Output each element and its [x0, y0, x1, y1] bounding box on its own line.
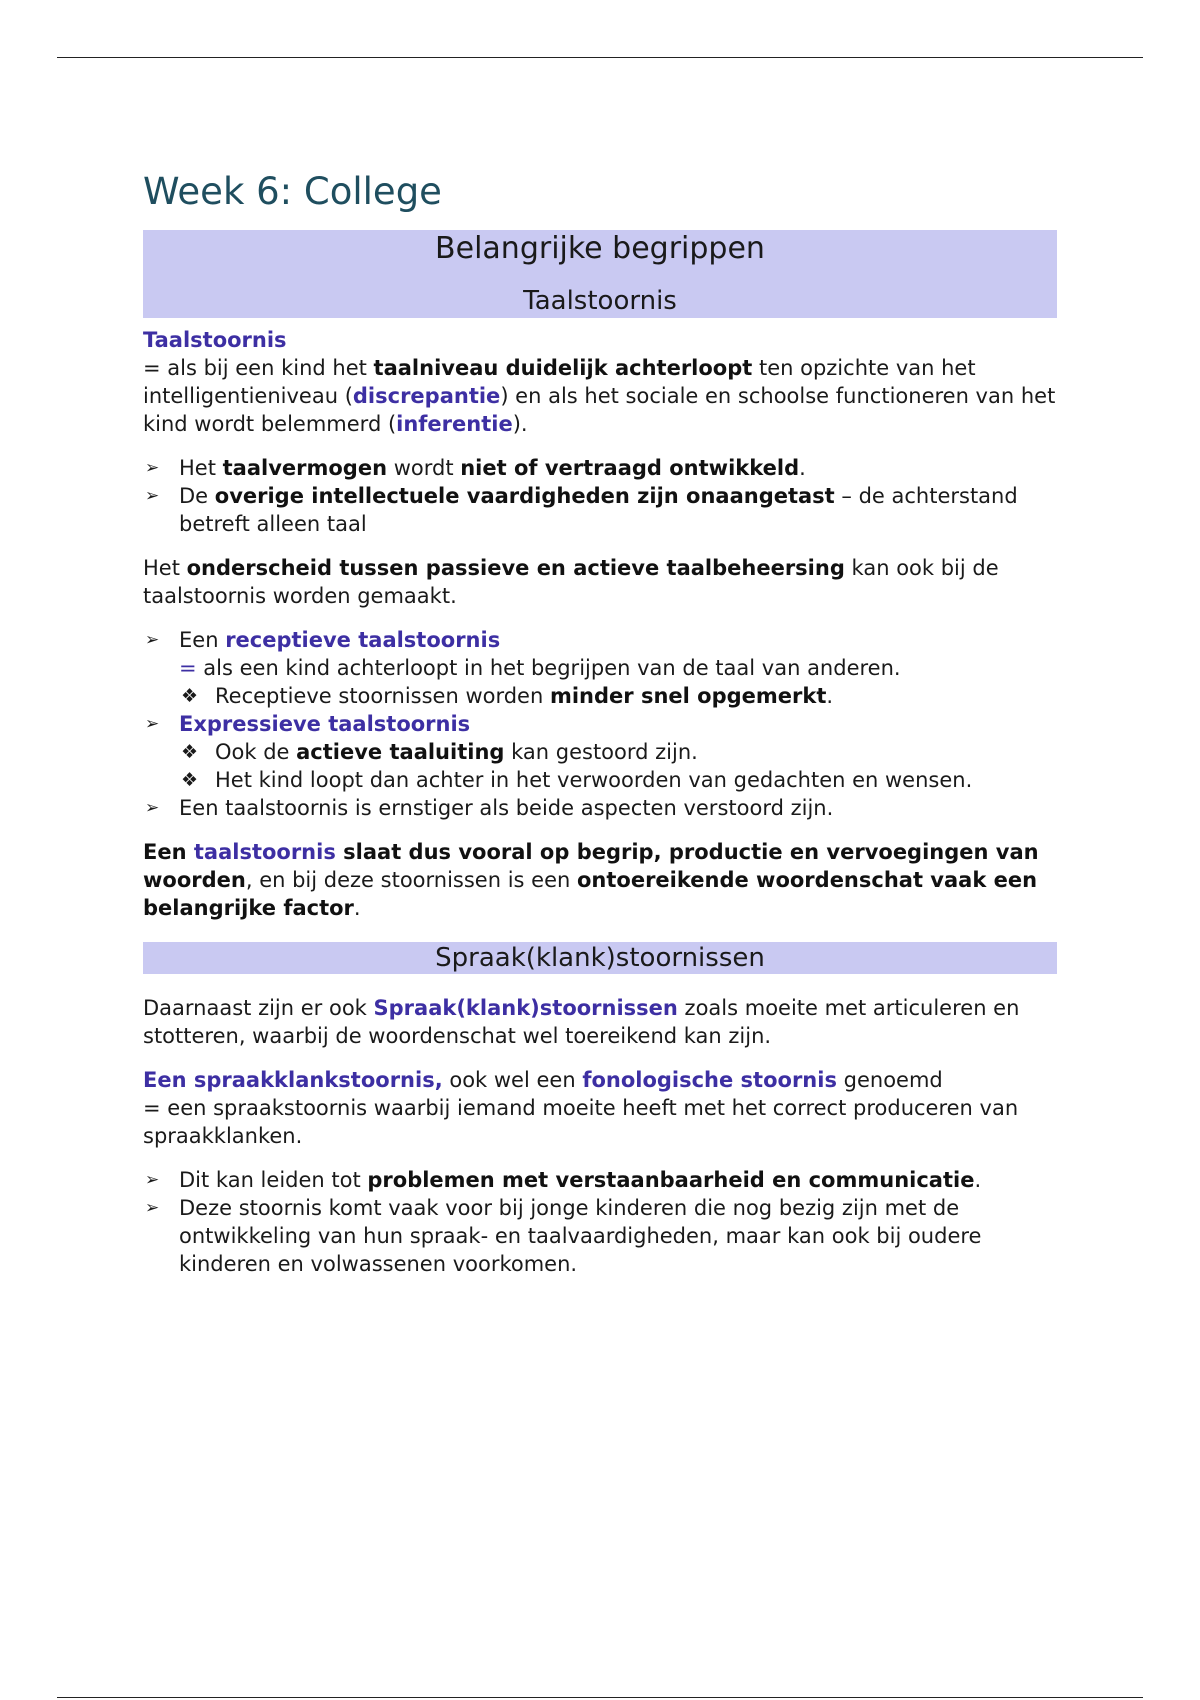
definition-line: = als een kind achterloopt in het begrijpen van de taal van anderen.: [179, 656, 901, 681]
sub-bullet-list: [179, 738, 1057, 794]
footer-rule: [57, 1697, 1143, 1698]
document-body: [143, 170, 1057, 1294]
header-rule: [57, 57, 1143, 58]
arrow-bullet-icon: ➢: [145, 714, 160, 735]
term-heading: Taalstoornis: [143, 328, 287, 353]
arrow-bullet-icon: ➢: [145, 1170, 160, 1191]
bullet-list-kenmerken: [143, 454, 1057, 538]
paragraph-spraakstoornissen: Daarnaast zijn er ook Spraak(klank)stoornissen zoals moeite met articuleren en stotteren, waarbij de woordenschat wel toereikend kan zijn.: [143, 996, 1020, 1049]
definition-spraakklankstoornis: Een spraakklankstoornis, ook wel een fonologische stoornis genoemd = een spraakstoornis waarbij iemand moeite heeft met het correct produceren van spraakklanken.: [143, 1068, 1019, 1149]
list-item: ➢ Dit kan leiden tot problemen met verstaanbaarheid en communicatie.: [145, 1168, 982, 1193]
list-item: ➢ Het taalvermogen wordt niet of vertraagd ontwikkeld.: [145, 456, 806, 481]
list-item: ➢ Expressieve taalstoornis ❖ Ook de actieve taaluiting kan gestoord zijn. ❖ Het kind loopt dan achter in het verwoorden van gedachten en wensen.: [143, 710, 1057, 794]
list-item: ➢ Een receptieve taalstoornis = als een kind achterloopt in het begrijpen van de taal van anderen. ❖ Receptieve stoornissen worden minder snel opgemerkt.: [143, 626, 1057, 710]
band-title: Belangrijke begrippen: [435, 231, 765, 267]
bullet-list-gevolgen: [143, 1166, 1057, 1278]
sub-bullet-list: [179, 682, 1057, 710]
arrow-bullet-icon: ➢: [145, 630, 160, 651]
band-subtitle: Taalstoornis: [523, 286, 677, 317]
section-band-spraakstoornissen: Spraak(klank)stoornissen: [143, 942, 1057, 974]
diamond-bullet-icon: ❖: [181, 769, 199, 792]
bullet-list-typen: [143, 626, 1057, 822]
sub-list-item: ❖ Het kind loopt dan achter in het verwoorden van gedachten en wensen.: [181, 768, 973, 793]
arrow-bullet-icon: ➢: [145, 458, 160, 479]
sub-list-item: ❖ Receptieve stoornissen worden minder snel opgemerkt.: [181, 684, 834, 709]
page-title: Week 6: College: [143, 170, 442, 213]
arrow-bullet-icon: ➢: [145, 1198, 160, 1219]
paragraph-samenvatting: Een taalstoornis slaat dus vooral op begrip, productie en vervoegingen van woorden, en bij deze stoornissen is een ontoereikende woordenschat vaak een belangrijke factor.: [143, 840, 1039, 921]
paragraph-onderscheid: Het onderscheid tussen passieve en actieve taalbeheersing kan ook bij de taalstoornis worden gemaakt.: [143, 556, 999, 609]
diamond-bullet-icon: ❖: [181, 741, 199, 764]
section-band-begrippen: [143, 230, 1057, 318]
diamond-bullet-icon: ❖: [181, 685, 199, 708]
arrow-bullet-icon: ➢: [145, 798, 160, 819]
list-item: ➢ De overige intellectuele vaardigheden zijn onaangetast – de achterstand betreft alleen taal: [145, 484, 1018, 537]
definition-taalstoornis: Taalstoornis = als bij een kind het taalniveau duidelijk achterloopt ten opzichte van het intelligentieniveau (discrepantie) en als het sociale en schoolse functioneren van het kind wordt belemmerd (inferentie).: [143, 328, 1056, 437]
sub-list-item: ❖ Ook de actieve taaluiting kan gestoord zijn.: [181, 740, 698, 765]
arrow-bullet-icon: ➢: [145, 486, 160, 507]
list-item: ➢ Een taalstoornis is ernstiger als beide aspecten verstoord zijn.: [145, 796, 834, 821]
list-item: ➢ Deze stoornis komt vaak voor bij jonge kinderen die nog bezig zijn met de ontwikkeling van hun spraak- en taalvaardigheden, maar kan ook bij oudere kinderen en volwassenen voorkomen.: [145, 1196, 982, 1277]
